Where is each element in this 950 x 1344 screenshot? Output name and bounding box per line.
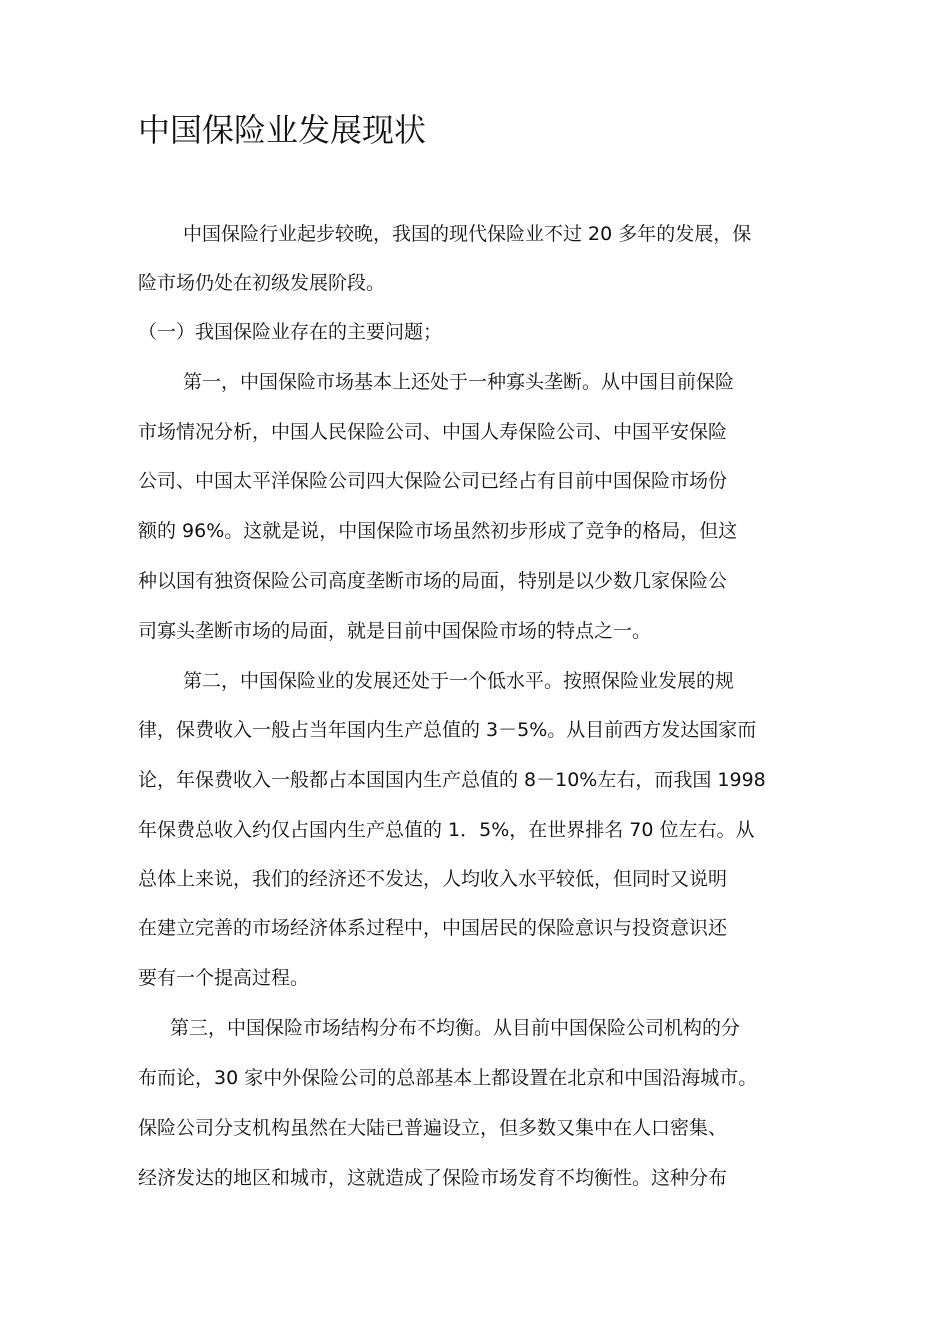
paragraph-line: 论，年保费收入一般都占本国国内生产总值的 8－10%左右，而我国 1998 (138, 769, 766, 791)
paragraph-line: 险市场仍处在初级发展阶段。 (138, 272, 386, 294)
paragraph-line: 布而论，30 家中外保险公司的总部基本上都设置在北京和中国沿海城市。 (138, 1067, 758, 1089)
paragraph-line: 中国保险行业起步较晚，我国的现代保险业不过 20 多年的发展，保 (183, 223, 752, 245)
paragraph-line: 在建立完善的市场经济体系过程中，中国居民的保险意识与投资意识还 (138, 917, 728, 939)
paragraph-line: 种以国有独资保险公司高度垄断市场的局面，特别是以少数几家保险公 (138, 570, 728, 592)
paragraph-line: 总体上来说，我们的经济还不发达，人均收入水平较低，但同时又说明 (138, 868, 728, 890)
section-heading: （一）我国保险业存在的主要问题； (138, 321, 443, 343)
paragraph-line: 司寡头垄断市场的局面，就是目前中国保险市场的特点之一。 (138, 620, 652, 642)
paragraph-line: 要有一个提高过程。 (138, 967, 310, 989)
paragraph-line: 市场情况分析，中国人民保险公司、中国人寿保险公司、中国平安保险 (138, 421, 728, 443)
paragraph-line: 经济发达的地区和城市，这就造成了保险市场发育不均衡性。这种分布 (138, 1167, 728, 1189)
paragraph-line: 额的 96%。这就是说，中国保险市场虽然初步形成了竞争的格局，但这 (138, 520, 738, 542)
paragraph-line: 公司、中国太平洋保险公司四大保险公司已经占有目前中国保险市场份 (138, 470, 728, 492)
paragraph-line: 第三，中国保险市场结构分布不均衡。从目前中国保险公司机构的分 (170, 1017, 741, 1039)
paragraph-line: 第二，中国保险业的发展还处于一个低水平。按照保险业发展的规 (183, 670, 735, 692)
document-title: 中国保险业发展现状 (138, 111, 427, 149)
paragraph-line: 律，保费收入一般占当年国内生产总值的 3－5%。从目前西方发达国家而 (138, 719, 757, 741)
paragraph-line: 第一，中国保险市场基本上还处于一种寡头垄断。从中国目前保险 (183, 371, 735, 393)
paragraph-line: 年保费总收入约仅占国内生产总值的 1．5%，在世界排名 70 位左右。从 (138, 819, 755, 841)
paragraph-line: 保险公司分支机构虽然在大陆已普遍设立，但多数又集中在人口密集、 (138, 1117, 728, 1139)
